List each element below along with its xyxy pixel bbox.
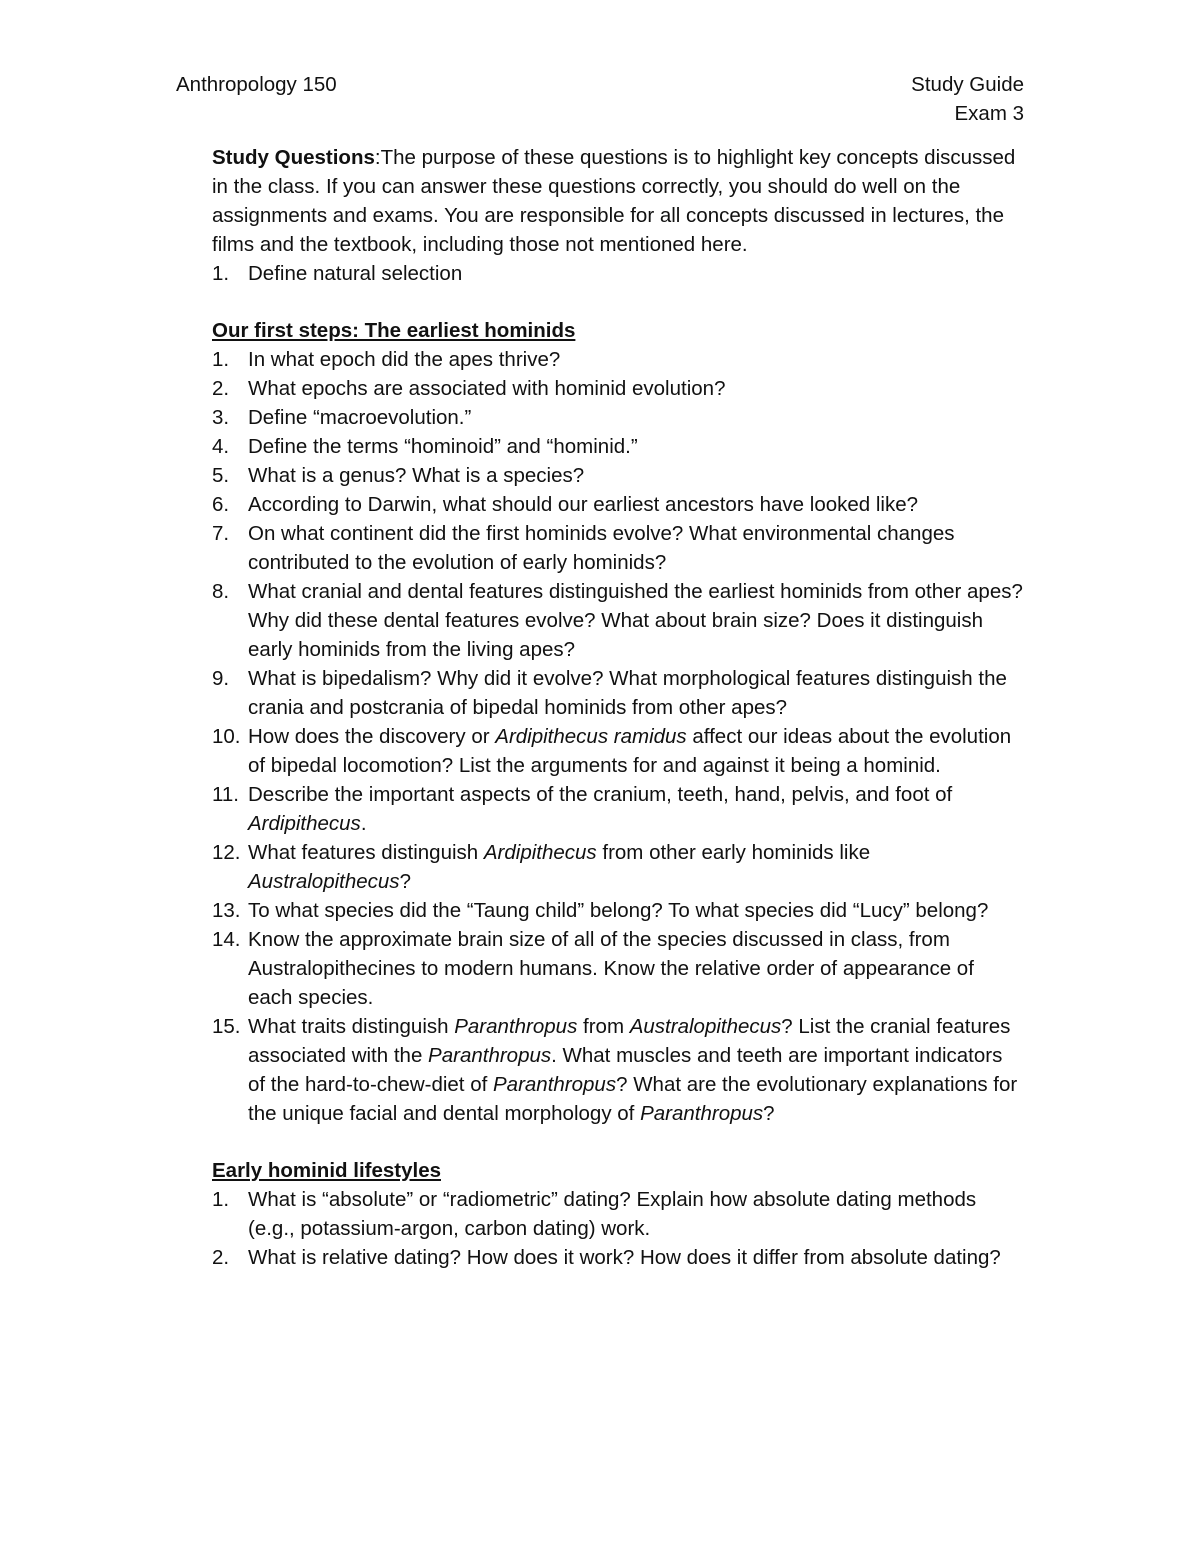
text-segment: To what species did the “Taung child” belong? To what species did “Lucy” belong? bbox=[248, 899, 989, 922]
item-text bbox=[248, 1015, 1017, 1125]
text-segment: Describe the important aspects of the cranium, teeth, hand, pelvis, and foot of bbox=[248, 783, 953, 806]
text-segment: from other early hominids like bbox=[596, 841, 871, 864]
item-number: 2. bbox=[212, 377, 230, 400]
list-item bbox=[212, 490, 1024, 519]
item-number: 9. bbox=[212, 667, 230, 690]
list-item bbox=[212, 1185, 1024, 1243]
preliminary-list bbox=[212, 259, 1024, 288]
item-text bbox=[248, 899, 988, 922]
item-number: 4. bbox=[212, 435, 230, 458]
item-text bbox=[248, 725, 1011, 777]
intro-colon: : bbox=[374, 146, 381, 169]
item-text bbox=[248, 783, 952, 835]
italic-term: Paranthropus bbox=[454, 1015, 578, 1038]
item-number: 8. bbox=[212, 580, 230, 603]
sections-container bbox=[212, 316, 1024, 1272]
item-text bbox=[248, 928, 974, 1009]
text-segment: . What muscles and teeth are important indicators of the hard-to-chew-diet of bbox=[248, 1044, 1003, 1096]
doc-type-label: Study Guide bbox=[911, 73, 1024, 96]
item-number: 5. bbox=[212, 464, 230, 487]
item-number: 14. bbox=[212, 928, 241, 951]
text-segment: What epochs are associated with hominid evolution? bbox=[248, 377, 726, 400]
list-item bbox=[212, 1012, 1024, 1128]
list-item bbox=[212, 896, 1024, 925]
item-number: 12. bbox=[212, 841, 241, 864]
document-body bbox=[176, 70, 1024, 1272]
exam-label: Exam 3 bbox=[954, 102, 1024, 125]
item-number: 3. bbox=[212, 406, 230, 429]
italic-term: Australopithecus bbox=[248, 870, 400, 893]
text-segment: What is relative dating? How does it work? How does it differ from absolute dating? bbox=[248, 1246, 1001, 1269]
italic-term: Paranthropus bbox=[640, 1102, 764, 1125]
text-segment: Define the terms “hominoid” and “hominid.” bbox=[248, 435, 638, 458]
item-number: 1. bbox=[212, 1188, 230, 1211]
list-item bbox=[212, 722, 1024, 780]
item-text bbox=[248, 348, 560, 371]
item-number: 11. bbox=[212, 783, 239, 806]
item-text bbox=[248, 464, 584, 487]
item-number: 7. bbox=[212, 522, 230, 545]
intro-paragraph bbox=[212, 143, 1024, 259]
list-item bbox=[212, 259, 1024, 288]
item-number: 1. bbox=[212, 262, 230, 285]
item-text bbox=[248, 406, 471, 429]
item-number: 13. bbox=[212, 899, 241, 922]
item-number: 2. bbox=[212, 1246, 230, 1269]
text-segment: How does the discovery or bbox=[248, 725, 496, 748]
italic-term: Ardipithecus bbox=[483, 841, 597, 864]
item-number: 1. bbox=[212, 348, 230, 371]
text-segment: affect our ideas about the evolution of bipedal locomotion? List the arguments for and against it being a hominid. bbox=[248, 725, 1012, 777]
intro-text: The purpose of these questions is to highlight key concepts discussed in the class. If you can answer these questions correctly, you should do well on the assignments and exams. You are responsible for all concepts discussed in lectures, the films and the textbook, including those not mentioned here. bbox=[212, 146, 1016, 256]
section-heading: Our first steps: The earliest hominids bbox=[212, 319, 576, 342]
item-text bbox=[248, 1188, 976, 1240]
text-segment: from bbox=[577, 1015, 630, 1038]
list-item bbox=[212, 577, 1024, 664]
course-title: Anthropology 150 bbox=[176, 73, 337, 96]
text-segment: ? bbox=[399, 870, 411, 893]
text-segment: What traits distinguish bbox=[248, 1015, 455, 1038]
text-segment: What is a genus? What is a species? bbox=[248, 464, 585, 487]
list-item bbox=[212, 1243, 1024, 1272]
text-segment: What is bipedalism? Why did it evolve? What morphological features distinguish the crania and postcrania of bipedal hominids from other apes? bbox=[248, 667, 1007, 719]
question-list bbox=[212, 345, 1024, 1128]
item-text bbox=[248, 435, 638, 458]
list-item bbox=[212, 374, 1024, 403]
italic-term: Australopithecus bbox=[629, 1015, 782, 1038]
item-text bbox=[248, 1246, 1001, 1269]
list-item bbox=[212, 664, 1024, 722]
header-right-block bbox=[911, 70, 1024, 128]
text-segment: What features distinguish bbox=[248, 841, 484, 864]
text-segment: Define natural selection bbox=[248, 262, 463, 285]
item-text bbox=[248, 493, 918, 516]
text-segment: Know the approximate brain size of all of the species discussed in class, from Australopithecines to modern humans. Know the relative order of appearance of each species. bbox=[248, 928, 974, 1009]
list-item bbox=[212, 345, 1024, 374]
item-number: 15. bbox=[212, 1015, 241, 1038]
text-segment: What cranial and dental features distinguished the earliest hominids from other apes? Why did these dental features evolve? What about brain size? Does it distinguish early hominids from the living apes? bbox=[248, 580, 1023, 661]
item-text bbox=[248, 522, 955, 574]
text-segment: Define “macroevolution.” bbox=[248, 406, 472, 429]
italic-term: Paranthropus bbox=[493, 1073, 617, 1096]
text-segment: What is “absolute” or “radiometric” dating? Explain how absolute dating methods (e.g., potassium-argon, carbon dating) work. bbox=[248, 1188, 977, 1240]
item-number: 6. bbox=[212, 493, 230, 516]
list-item bbox=[212, 780, 1024, 838]
list-item bbox=[212, 432, 1024, 461]
text-segment: ? List the cranial features associated with the bbox=[248, 1015, 1011, 1067]
list-item bbox=[212, 838, 1024, 896]
list-item bbox=[212, 403, 1024, 432]
list-item bbox=[212, 461, 1024, 490]
italic-term: Paranthropus bbox=[428, 1044, 552, 1067]
text-segment: . bbox=[360, 812, 367, 835]
item-text bbox=[248, 377, 725, 400]
item-text bbox=[248, 667, 1007, 719]
section-heading: Early hominid lifestyles bbox=[212, 1159, 441, 1182]
list-item bbox=[212, 925, 1024, 1012]
text-segment: According to Darwin, what should our earliest ancestors have looked like? bbox=[248, 493, 919, 516]
text-segment: In what epoch did the apes thrive? bbox=[248, 348, 561, 371]
item-text bbox=[248, 580, 1023, 661]
text-segment: On what continent did the first hominids evolve? What environmental changes contributed to the evolution of early hominids? bbox=[248, 522, 955, 574]
text-segment: ? What are the evolutionary explanations for the unique facial and dental morphology of bbox=[248, 1073, 1018, 1125]
page-header bbox=[176, 70, 1024, 125]
text-segment: ? bbox=[763, 1102, 775, 1125]
item-text bbox=[248, 262, 462, 285]
italic-term: Ardipithecus bbox=[248, 812, 361, 835]
list-item bbox=[212, 519, 1024, 577]
intro-label: Study Questions bbox=[212, 146, 375, 169]
question-list bbox=[212, 1185, 1024, 1272]
item-text bbox=[248, 841, 870, 893]
italic-term: Ardipithecus ramidus bbox=[495, 725, 687, 748]
item-number: 10. bbox=[212, 725, 241, 748]
